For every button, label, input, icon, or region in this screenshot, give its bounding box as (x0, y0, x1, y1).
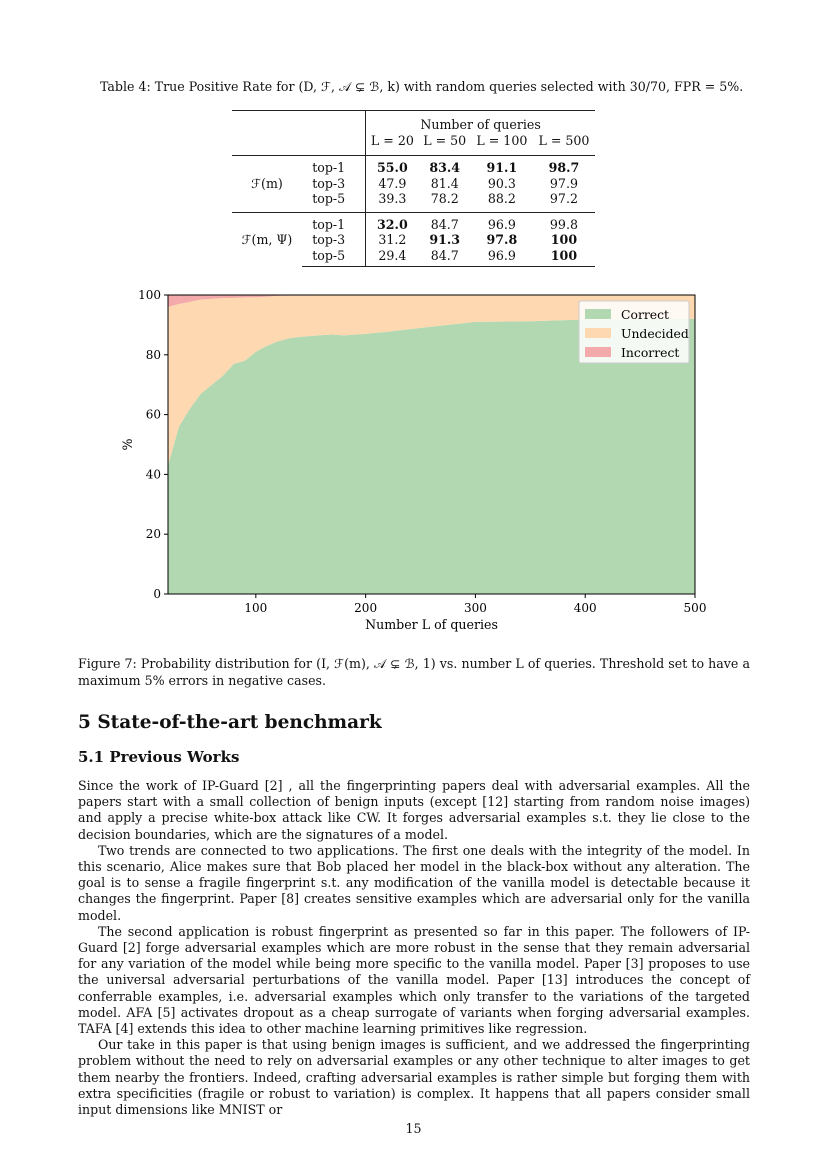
table-caption: Table 4: True Positive Rate for (D, ℱ, 𝒜 ⊊ ℬ, k) with random queries selected with 30/70, FPR = 5%. (100, 79, 744, 94)
column-header: L = 20 (370, 132, 414, 148)
paragraph: Our take in this paper is that using benign images is sufficient, and we addressed the fingerprinting problem without the need to rely on adversarial examples or any other technique to alter images to get them nearby the frontiers. Indeed, crafting adversarial examples is rather simple but forging them with extra specificities (fragile or robust to variation) is complex. It happens that all papers consider small input dimensions like MNIST or (78, 1037, 750, 1118)
table-cell: 99.8 (533, 212, 595, 232)
table-cell: 90.3 (487, 175, 516, 191)
row-label: top-1 (302, 212, 359, 232)
group-label: ℱ(m) (232, 156, 302, 213)
section-title: 5 State-of-the-art benchmark (78, 712, 382, 733)
y-tick-label: 20 (145, 527, 161, 542)
table-cell: 47.9 (378, 175, 407, 191)
table-cell: 32.0 (366, 212, 419, 232)
x-tick-label: 200 (354, 601, 378, 615)
row-label: top-1 (302, 156, 359, 176)
x-tick-label: 400 (573, 601, 597, 615)
legend-label-incorrect: Incorrect (621, 345, 680, 360)
legend-label-undecided: Undecided (621, 326, 689, 341)
table-cell: 55.0 (366, 156, 419, 176)
x-axis-label: Number L of queries (365, 617, 498, 632)
table-cell: 29.4 (366, 248, 419, 267)
table-cell: 98.7 (533, 156, 595, 176)
y-tick-label: 100 (138, 288, 161, 302)
row-label: top-3 (312, 232, 346, 247)
y-tick-label: 40 (145, 467, 161, 482)
table-cell: 91.1 (471, 156, 533, 176)
legend-swatch-correct (585, 309, 611, 319)
table-cell: 88.2 (487, 191, 516, 206)
table-header-group: Number of queries (366, 111, 595, 133)
table-cell: 100 (550, 232, 578, 247)
table-cell: 97.8 (486, 232, 518, 247)
column-header: L = 50 (423, 132, 467, 148)
table-cell: 96.9 (471, 248, 533, 267)
table-cell: 83.4 (419, 156, 471, 176)
subsection-title: 5.1 Previous Works (78, 748, 240, 766)
x-tick-label: 100 (244, 601, 268, 615)
table-cell: 81.4 (430, 175, 459, 191)
paragraph: Two trends are connected to two applications. The first one deals with the integrity of the model. In this scenario, Alice makes sure that Bob placed her model in the black-box without any alteration. The goal is to sense a fragile fingerprint s.t. any modification of the vanilla model is detectable because it changes the fingerprint. Paper [8] creates sensitive examples which are adversarial only for the vanilla model. (78, 842, 750, 923)
legend-swatch-undecided (585, 328, 611, 338)
table-cell: 100 (533, 248, 595, 267)
y-tick-label: 0 (153, 587, 161, 601)
x-tick-label: 500 (683, 601, 707, 615)
y-axis-label: % (120, 438, 135, 451)
body-text (78, 778, 750, 1118)
page-number: 15 (405, 1121, 422, 1136)
paragraph: Since the work of IP-Guard [2] , all the fingerprinting papers deal with adversarial examples. All the papers start with a small collection of benign inputs (except [12] starting from random noise images) and apply a precise white-box attack like CW. It forges adversarial examples s.t. they lie close to the decision boundaries, which are the signatures of a model. (78, 778, 750, 842)
table-cell: 39.3 (378, 191, 407, 206)
row-label: top-3 (312, 175, 346, 191)
table-cell: 97.2 (549, 191, 578, 206)
table-cell: 97.9 (549, 175, 578, 191)
table-cell: 31.2 (378, 232, 407, 247)
row-label: top-5 (312, 191, 346, 206)
paragraph: The second application is robust fingerprint as presented so far in this paper. The followers of IP-Guard [2] forge adversarial examples which are more robust in the sense that they remain adversarial for any variation of the model while being more specific to the vanilla model. Paper [3] proposes to use the universal adversarial perturbations of the vanilla model. Paper [13] introduces the concept of conferrable examples, i.e. adversarial examples which only transfer to the variations of the targeted model. AFA [5] activates dropout as a cheap surrogate of variants when forging adversarial examples. TAFA [4] extends this idea to other machine learning primitives like regression. (78, 923, 750, 1037)
figure-caption: Figure 7: Probability distribution for (I, ℱ(m), 𝒜 ⊊ ℬ, 1) vs. number L of queries. Threshold set to have a maximum 5% errors in negative cases. (78, 656, 750, 688)
legend-label-correct: Correct (621, 307, 670, 322)
table-cell: 84.7 (419, 212, 471, 232)
legend-swatch-incorrect (585, 347, 611, 357)
y-tick-label: 60 (145, 407, 161, 422)
column-header: L = 100 (476, 132, 528, 148)
column-header: L = 500 (538, 132, 590, 148)
stacked-area-chart (110, 286, 710, 636)
table-cell: 96.9 (471, 212, 533, 232)
row-label: top-5 (302, 248, 359, 267)
y-tick-label: 80 (145, 347, 161, 362)
group-label: ℱ(m, Ψ) (232, 212, 302, 267)
results-table (232, 110, 595, 267)
table-cell: 84.7 (419, 248, 471, 267)
x-tick-label: 300 (463, 601, 487, 615)
table-cell: 78.2 (430, 191, 459, 206)
table-cell: 91.3 (429, 232, 461, 247)
